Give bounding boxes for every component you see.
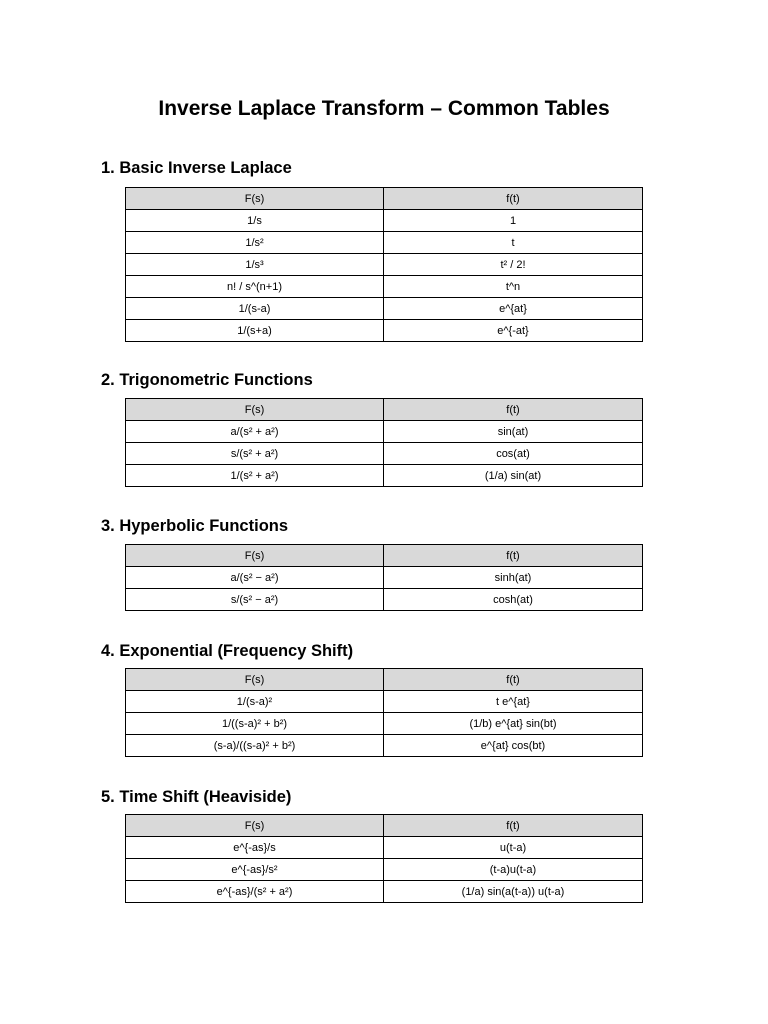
cell-ft: sinh(at) (384, 567, 643, 589)
table-row (126, 254, 643, 276)
column-header-ft: f(t) (384, 545, 643, 567)
table-row (126, 859, 643, 881)
column-header-ft: f(t) (384, 399, 643, 421)
table-row (126, 691, 643, 713)
column-header-ft: f(t) (384, 815, 643, 837)
cell-fs: e^{-as}/s (126, 837, 384, 859)
cell-fs: e^{-as}/(s² + a²) (126, 881, 384, 903)
table-basic-inverse-laplace (125, 187, 643, 342)
table-row (126, 320, 643, 342)
table-time-shift-heaviside (125, 814, 643, 903)
cell-ft: cosh(at) (384, 589, 643, 611)
table-row (126, 276, 643, 298)
cell-ft: e^{-at} (384, 320, 643, 342)
cell-ft: t^n (384, 276, 643, 298)
table-header-row (126, 815, 643, 837)
cell-ft: sin(at) (384, 421, 643, 443)
section-heading-time-shift: 5. Time Shift (Heaviside) (101, 788, 292, 806)
section-heading-hyperbolic: 3. Hyperbolic Functions (101, 517, 289, 535)
table-row (126, 232, 643, 254)
page-title: Inverse Laplace Transform – Common Tables (158, 97, 610, 120)
table-row (126, 421, 643, 443)
cell-fs: 1/(s+a) (126, 320, 384, 342)
section-heading-exponential: 4. Exponential (Frequency Shift) (101, 642, 354, 660)
cell-ft: (1/a) sin(at) (384, 465, 643, 487)
table-row (126, 837, 643, 859)
column-header-fs: F(s) (126, 669, 384, 691)
cell-fs: 1/(s-a)² (126, 691, 384, 713)
table-exponential-frequency-shift (125, 668, 643, 757)
cell-fs: 1/(s-a) (126, 298, 384, 320)
table-row (126, 298, 643, 320)
table-row (126, 589, 643, 611)
table-row (126, 735, 643, 757)
cell-fs: (s-a)/((s-a)² + b²) (126, 735, 384, 757)
cell-fs: 1/s² (126, 232, 384, 254)
section-heading-basic: 1. Basic Inverse Laplace (101, 159, 292, 177)
column-header-ft: f(t) (384, 669, 643, 691)
cell-ft: t² / 2! (384, 254, 643, 276)
cell-ft: e^{at} cos(bt) (384, 735, 643, 757)
cell-fs: n! / s^(n+1) (126, 276, 384, 298)
table-trigonometric-functions (125, 398, 643, 487)
table-row (126, 210, 643, 232)
cell-fs: 1/(s² + a²) (126, 465, 384, 487)
cell-ft: (1/a) sin(a(t-a)) u(t-a) (384, 881, 643, 903)
column-header-fs: F(s) (126, 399, 384, 421)
cell-fs: e^{-as}/s² (126, 859, 384, 881)
cell-ft: t e^{at} (384, 691, 643, 713)
section-heading-trigonometric: 2. Trigonometric Functions (101, 371, 313, 389)
table-row (126, 713, 643, 735)
cell-ft: (1/b) e^{at} sin(bt) (384, 713, 643, 735)
cell-fs: s/(s² − a²) (126, 589, 384, 611)
table-header-row (126, 669, 643, 691)
cell-fs: 1/s (126, 210, 384, 232)
cell-ft: cos(at) (384, 443, 643, 465)
table-row (126, 881, 643, 903)
table-header-row (126, 399, 643, 421)
table-row (126, 465, 643, 487)
column-header-fs: F(s) (126, 815, 384, 837)
table-header-row (126, 545, 643, 567)
cell-fs: s/(s² + a²) (126, 443, 384, 465)
cell-fs: 1/s³ (126, 254, 384, 276)
column-header-fs: F(s) (126, 545, 384, 567)
cell-fs: a/(s² + a²) (126, 421, 384, 443)
column-header-fs: F(s) (126, 188, 384, 210)
column-header-ft: f(t) (384, 188, 643, 210)
cell-ft: 1 (384, 210, 643, 232)
table-row (126, 443, 643, 465)
table-header-row (126, 188, 643, 210)
cell-fs: 1/((s-a)² + b²) (126, 713, 384, 735)
cell-ft: u(t-a) (384, 837, 643, 859)
cell-ft: e^{at} (384, 298, 643, 320)
table-hyperbolic-functions (125, 544, 643, 611)
cell-fs: a/(s² − a²) (126, 567, 384, 589)
table-row (126, 567, 643, 589)
cell-ft: t (384, 232, 643, 254)
cell-ft: (t-a)u(t-a) (384, 859, 643, 881)
